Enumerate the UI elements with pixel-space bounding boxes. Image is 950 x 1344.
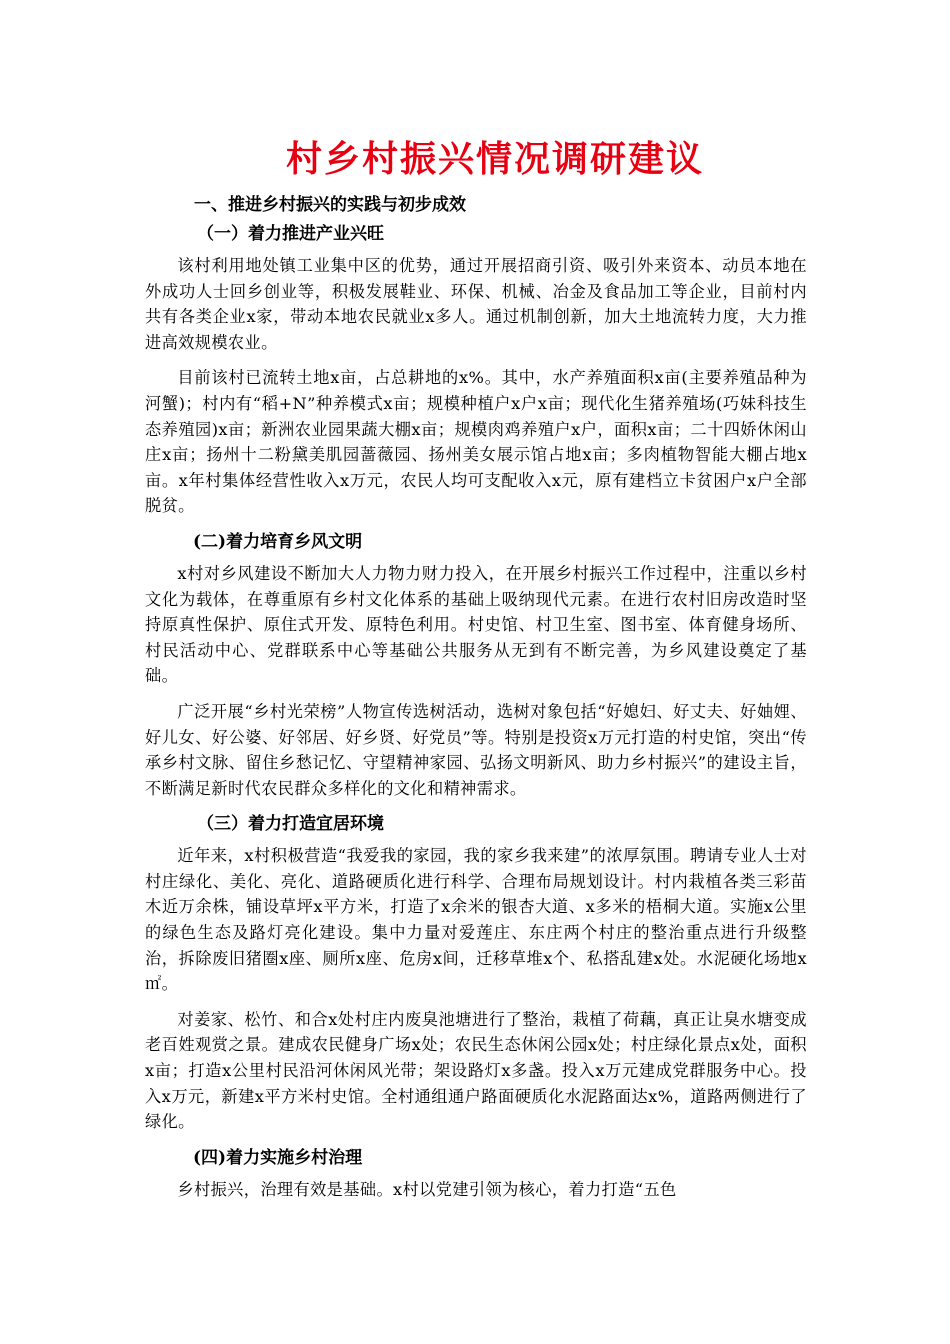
paragraph: 广泛开展“乡村光荣榜”人物宣传选树活动，选树对象包括“好媳妇、好丈夫、好妯娌、好儿女、好公婆、好邻居、好乡贤、好党员”等。特别是投资x万元打造的村史馆，突出“传承乡村文脉、留住乡愁记忆、守望精神家园、弘扬文明新风、助力乡村振兴”的建设主旨，不断满足新时代农民群众多样化的文化和精神需求。 — [145, 701, 807, 798]
subsection-heading-1: （一）着力推进产业兴旺 — [197, 224, 384, 244]
paragraph: x村对乡风建设不断加大人力物力财力投入，在开展乡村振兴工作过程中，注重以乡村文化为载体，在尊重原有乡村文化体系的基础上吸纳现代元素。在进行农村旧房改造时坚持原真性保护、原住式开发、原特色利用。村史馆、村卫生室、图书室、体育健身场所、村民活动中心、党群联系中心等基础公共服务从无到有不断完善，为乡风建设奠定了基础。 — [145, 563, 807, 686]
paragraph: 该村利用地处镇工业集中区的优势，通过开展招商引资、吸引外来资本、动员本地在外成功人士回乡创业等，积极发展鞋业、环保、机械、冶金及食品加工等企业，目前村内共有各类企业x家，带动本地农民就业x多人。通过机制创新，加大土地流转力度，大力推进高效规模农业。 — [145, 256, 807, 352]
section-heading-1: 一、推进乡村振兴的实践与初步成效 — [194, 195, 466, 215]
document-title: 村乡村振兴情况调研建议 — [285, 138, 704, 180]
subsection-heading-4: (四)着力实施乡村治理 — [193, 1147, 363, 1168]
subsection-heading-2: (二)着力培育乡风文明 — [193, 531, 363, 552]
subsection-heading-3: （三）着力打造宜居环境 — [197, 814, 384, 835]
document-body — [145, 192, 807, 1202]
paragraph: 乡村振兴，治理有效是基础。x村以党建引领为核心，着力打造“五色 — [177, 1179, 677, 1199]
paragraph: 对姜家、松竹、和合x处村庄内废臭池塘进行了整治，栽植了荷藕，真正让臭水塘变成老百姓观赏之景。建成农民健身广场x处；农民生态休闲公园x处；村庄绿化景点x处，面积x亩；打造x公里村民沿河休闲风光带；架设路灯x多盏。投入x万元建成党群服务中心。投入x万元，新建x平方米村史馆。全村通组通户路面硬质化水泥路面达x%，道路两侧进行了绿化。 — [145, 1009, 807, 1132]
paragraph: 近年来，x村积极营造“我爱我的家园，我的家乡我来建”的浓厚氛围。聘请专业人士对村庄绿化、美化、亮化、道路硬质化进行科学、合理布局规划设计。村内栽植各类三彩苗木近万余株，铺设草坪x平方米，打造了x余米的银杏大道、x多米的梧桐大道。实施x公里的绿色生态及路灯亮化建设。集中力量对爱莲庄、东庄两个村庄的整治重点进行升级整治，拆除废旧猪圈x座、厕所x座、危房x间，迁移草堆x个、私搭乱建x处。水泥硬化场地x㎡。 — [145, 846, 807, 994]
paragraph: 目前该村已流转土地x亩，占总耕地的x%。其中，水产养殖面积x亩(主要养殖品种为河蟹)；村内有“稻+N”种养模式x亩；规模种植户x户x亩；现代化生猪养殖场(巧妹科技生态养殖园)x亩；新洲农业园果蔬大棚x亩；规模肉鸡养殖户x户，面积x亩；二十四娇休闲山庄x亩；扬州十二粉黛美肌园蔷薇园、扬州美女展示馆占地x亩；多肉植物智能大棚占地x亩。x年村集体经营性收入x万元，农民人均可支配收入x元，原有建档立卡贫困户x户全部脱贫。 — [145, 368, 807, 516]
